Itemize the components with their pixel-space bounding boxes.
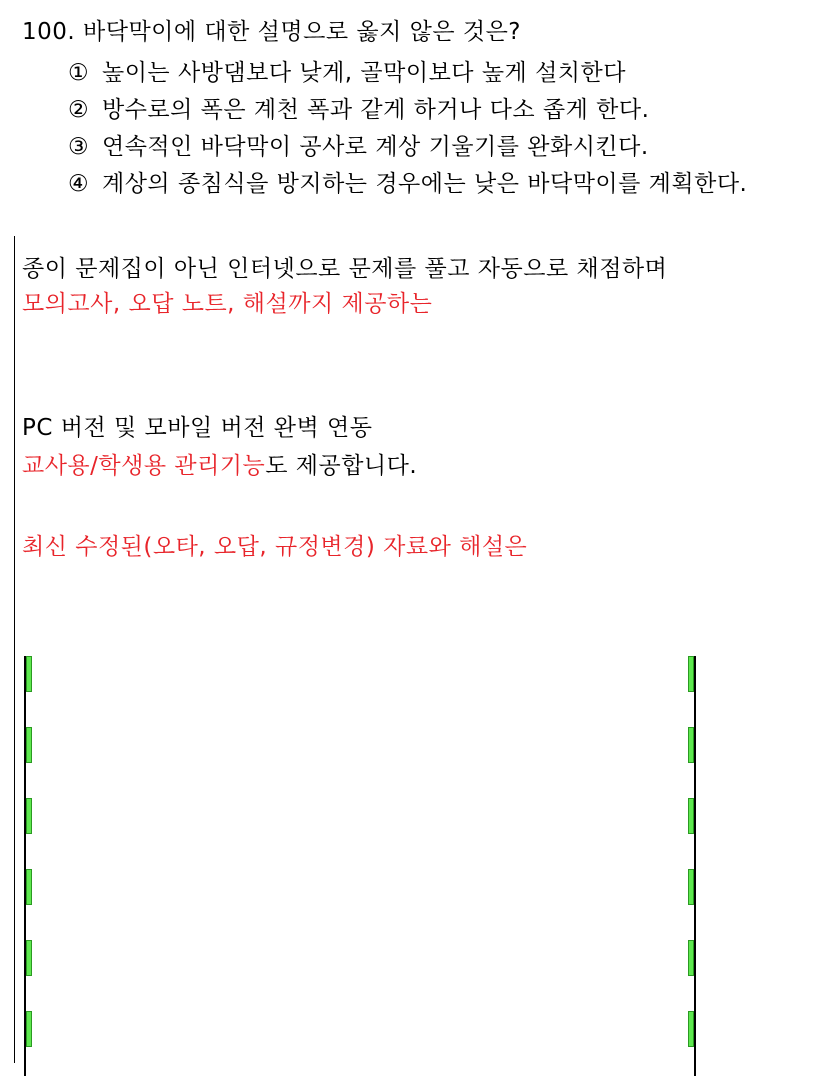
- option-1: [22, 55, 812, 92]
- green-tab-marker: [26, 869, 32, 905]
- option-2: [22, 92, 812, 129]
- promo-highlight: 교사용/학생용 관리기능: [22, 453, 266, 479]
- option-number: ①: [68, 60, 90, 86]
- option-4: [22, 166, 812, 203]
- left-margin-rule: [14, 236, 15, 1063]
- option-text: 높이는 사방댐보다 낮게, 골막이보다 높게 설치한다: [102, 60, 626, 86]
- promo-line-5: 최신 수정된(오타, 오답, 규정변경) 자료와 해설은: [22, 534, 528, 560]
- green-tab-marker: [26, 798, 32, 834]
- green-tab-marker: [688, 1011, 694, 1047]
- green-tab-marker: [26, 940, 32, 976]
- question-block: [22, 12, 812, 203]
- right-bracket: [686, 656, 696, 1076]
- option-text: 방수로의 폭은 계천 폭과 같게 하거나 다소 좁게 한다.: [102, 97, 650, 123]
- option-number: ②: [68, 97, 90, 123]
- green-tab-marker: [26, 727, 32, 763]
- green-tab-marker: [688, 940, 694, 976]
- question-title: 100. 바닥막이에 대한 설명으로 옳지 않은 것은?: [22, 19, 521, 45]
- promo-line-1: 종이 문제집이 아닌 인터넷으로 문제를 풀고 자동으로 채점하며: [22, 256, 668, 282]
- green-tab-marker: [688, 798, 694, 834]
- green-tab-marker: [688, 656, 694, 692]
- option-number: ④: [68, 171, 90, 197]
- left-bracket: [24, 656, 34, 1076]
- promo-line-3: PC 버전 및 모바일 버전 완벽 연동: [22, 415, 373, 441]
- option-text: 연속적인 바닥막이 공사로 계상 기울기를 완화시킨다.: [102, 134, 649, 160]
- option-number: ③: [68, 134, 90, 160]
- green-tab-marker: [26, 656, 32, 692]
- promo-line-4: [22, 448, 802, 484]
- option-3: [22, 129, 812, 166]
- promo-text: 도 제공합니다.: [265, 453, 418, 479]
- promo-line-2: 모의고사, 오답 노트, 해설까지 제공하는: [22, 291, 433, 317]
- green-tab-marker: [26, 1011, 32, 1047]
- green-tab-marker: [688, 869, 694, 905]
- green-tab-marker: [688, 727, 694, 763]
- option-text: 계상의 종침식을 방지하는 경우에는 낮은 바닥막이를 계획한다.: [102, 171, 748, 197]
